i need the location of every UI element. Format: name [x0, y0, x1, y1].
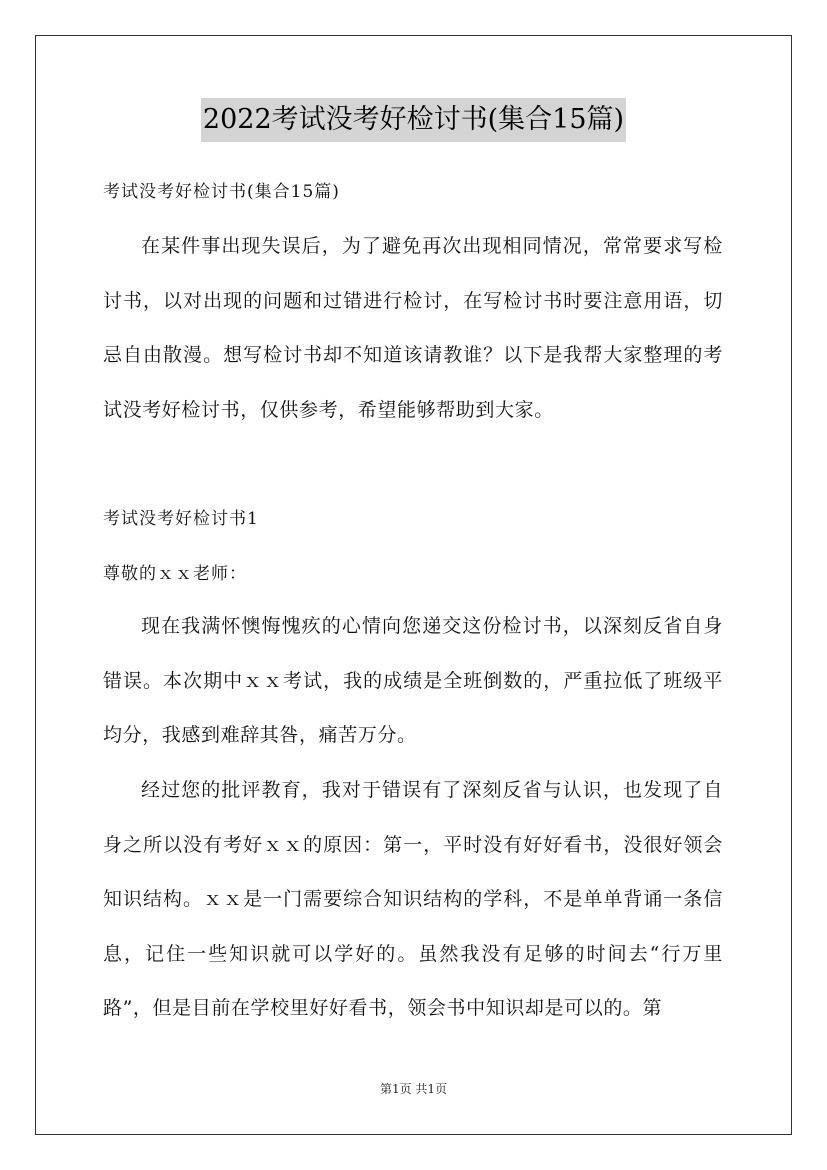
document-subtitle: 考试没考好检讨书(集合15篇)	[103, 182, 340, 202]
section-heading: 考试没考好检讨书1	[103, 509, 259, 529]
title-container	[0, 98, 827, 142]
document-title: 2022考试没考好检讨书(集合15篇)	[201, 98, 626, 142]
salutation: 尊敬的ｘｘ老师：	[103, 564, 247, 584]
page-footer: 第1页 共1页	[379, 1082, 448, 1096]
body-paragraph-1: 现在我满怀懊悔愧疚的心情向您递交这份检讨书，以深刻反省自身错误。本次期中ｘｘ考试，我的成绩是全班倒数的，严重拉低了班级平均分，我感到难辞其咎，痛苦万分。	[103, 615, 723, 746]
intro-paragraph: 在某件事出现失误后，为了避免再次出现相同情况，常常要求写检讨书，以对出现的问题和过错进行检讨，在写检讨书时要注意用语，切忌自由散漫。想写检讨书却不知道该请教谁？以下是我帮大家整理的考试没考好检讨书，仅供参考，希望能够帮助到大家。	[103, 235, 723, 421]
body-paragraph-2: 经过您的批评教育，我对于错误有了深刻反省与认识，也发现了自身之所以没有考好ｘｘ的原因：第一，平时没有好好看书，没很好领会知识结构。ｘｘ是一门需要综合知识结构的学科，不是单单背诵一条信息，记住一些知识就可以学好的。虽然我没有足够的时间去“行万里路”，但是目前在学校里好好看书，领会书中知识却是可以的。第	[103, 779, 723, 1019]
